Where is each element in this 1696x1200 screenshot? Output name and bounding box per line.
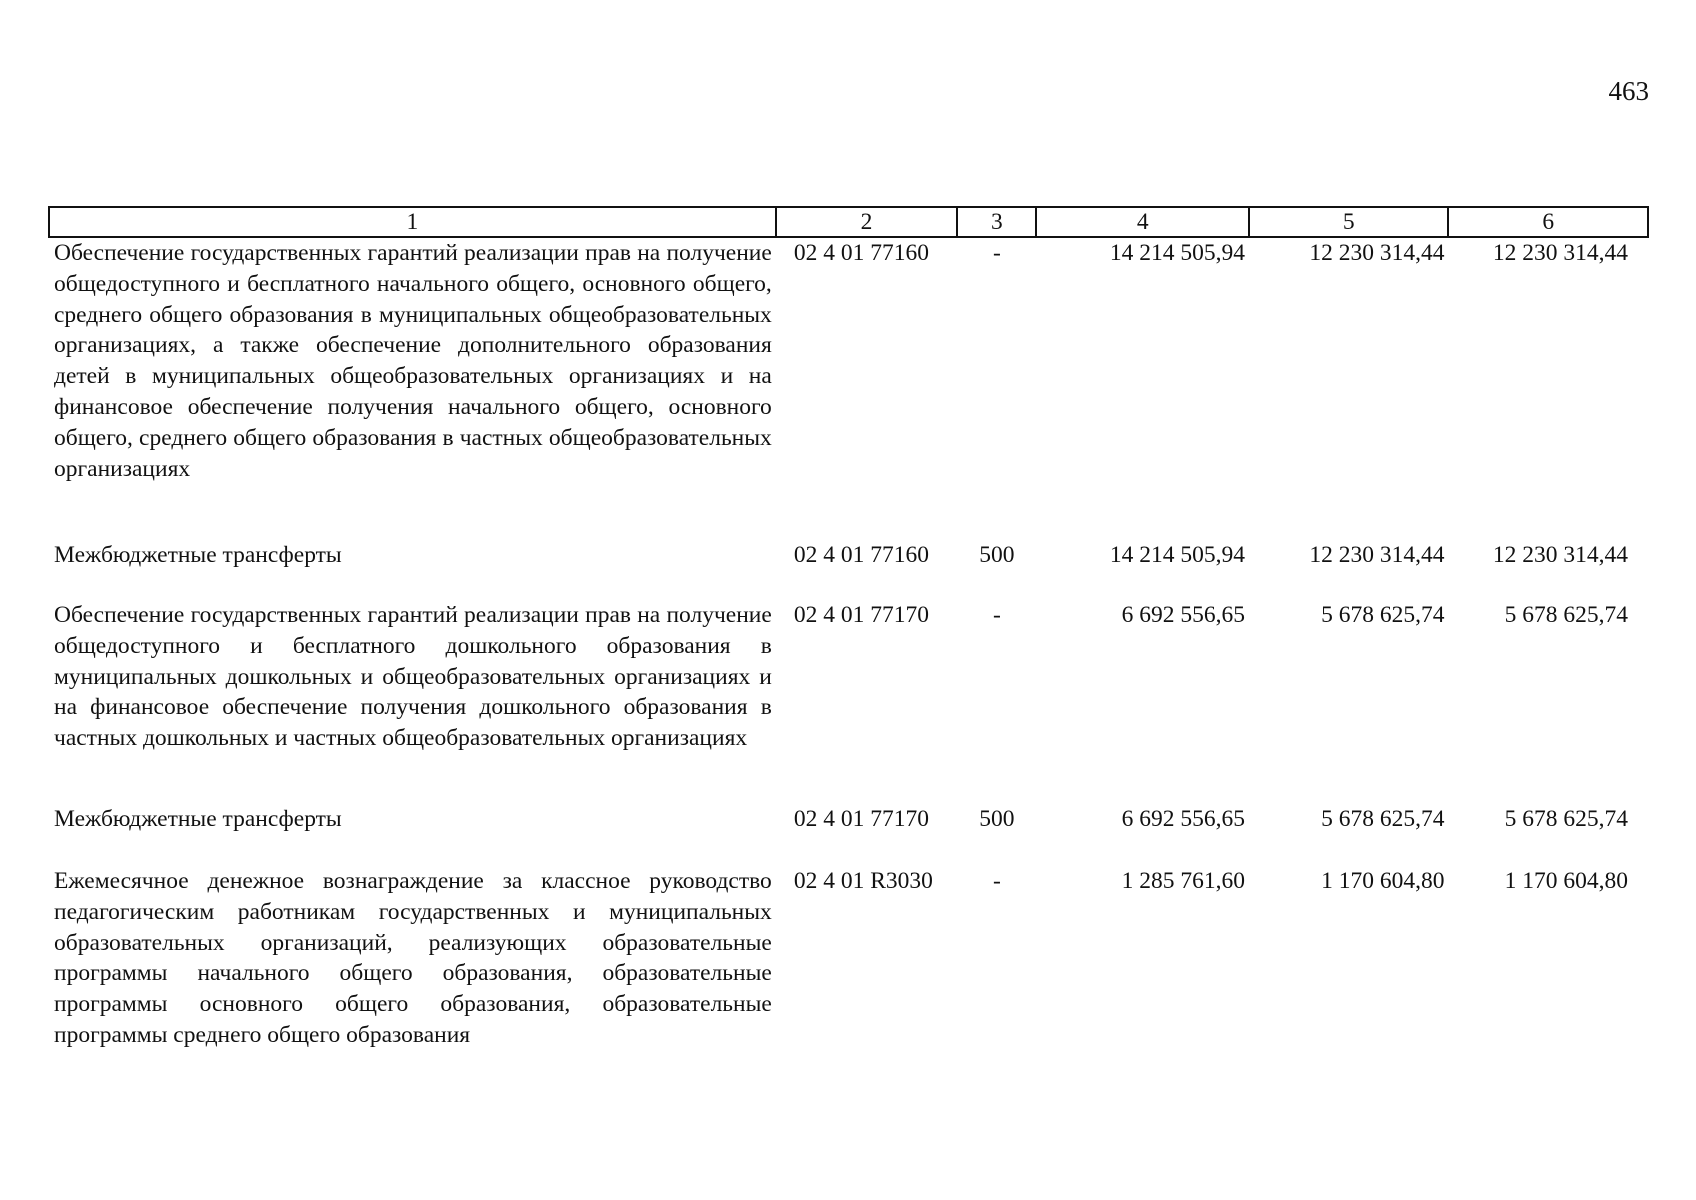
row-expense-type: 500 [979, 806, 1015, 832]
column-header-2: 2 [776, 207, 957, 237]
row-amount-col6: 5 678 625,74 [1504, 806, 1628, 832]
column-header-6: 6 [1448, 207, 1648, 237]
column-header-1: 1 [49, 207, 776, 237]
row-target-code: 02 4 01 77170 [793, 602, 929, 628]
row-expense-type: - [992, 240, 1001, 266]
row-amount-col6: 1 170 604,80 [1504, 868, 1628, 894]
row-name: Обеспечение государственных гарантий реализации прав на получение общедоступного и бесплатного начального общего, основного общего, среднего общего образования в муниципальных общеобразовательных организациях, а также обеспечение дополнительного образования детей в муниципальных общеобразовательных организациях и на финансовое обеспечение получения начального общего, основного общего, среднего общего образования в частных общеобразовательных организациях [54, 240, 772, 482]
row-amount-col5: 5 678 625,74 [1321, 602, 1445, 628]
column-header-5: 5 [1249, 207, 1448, 237]
row-amount-col4: 14 214 505,94 [1109, 240, 1245, 266]
row-target-code: 02 4 01 77160 [793, 542, 929, 568]
row-amount-col4: 6 692 556,65 [1121, 806, 1245, 832]
column-header-3: 3 [957, 207, 1036, 237]
row-expense-type: 500 [979, 542, 1015, 568]
row-amount-col5: 12 230 314,44 [1309, 542, 1445, 568]
table-header-row [49, 207, 1648, 237]
row-name: Ежемесячное денежное вознаграждение за классное руководство педагогическим работникам государственных и муниципальных образовательных организаций, реализующих образовательные программы начального общего образования, образовательные программы основного общего образования, образовательные программы среднего общего образования [54, 868, 772, 1048]
row-name: Межбюджетные трансферты [54, 806, 342, 832]
column-header-4: 4 [1036, 207, 1249, 237]
row-expense-type: - [992, 868, 1001, 894]
row-amount-col6: 5 678 625,74 [1504, 602, 1628, 628]
budget-table [48, 206, 1649, 1051]
row-target-code: 02 4 01 R3030 [793, 868, 933, 894]
row-amount-col6: 12 230 314,44 [1492, 240, 1628, 266]
row-name: Обеспечение государственных гарантий реализации прав на получение общедоступного и бесплатного дошкольного образования в муниципальных дошкольных и общеобразовательных организациях и на финансовое обеспечение получения дошкольного образования в частных дошкольных и частных общеобразовательных организациях [54, 602, 772, 752]
row-expense-type: - [992, 602, 1001, 628]
row-target-code: 02 4 01 77170 [793, 806, 929, 832]
row-amount-col5: 1 170 604,80 [1321, 868, 1445, 894]
row-name: Межбюджетные трансферты [54, 542, 342, 568]
row-target-code: 02 4 01 77160 [793, 240, 929, 266]
table-row [49, 866, 1648, 1051]
table-row [49, 540, 1648, 600]
row-amount-col5: 5 678 625,74 [1321, 806, 1445, 832]
row-amount-col4: 1 285 761,60 [1121, 868, 1245, 894]
row-amount-col4: 14 214 505,94 [1109, 542, 1245, 568]
table-row [49, 600, 1648, 804]
row-amount-col6: 12 230 314,44 [1492, 542, 1628, 568]
page-number: 463 [1608, 76, 1649, 106]
table-row [49, 237, 1648, 540]
row-amount-col4: 6 692 556,65 [1121, 602, 1245, 628]
table-row [49, 804, 1648, 866]
row-amount-col5: 12 230 314,44 [1309, 240, 1445, 266]
